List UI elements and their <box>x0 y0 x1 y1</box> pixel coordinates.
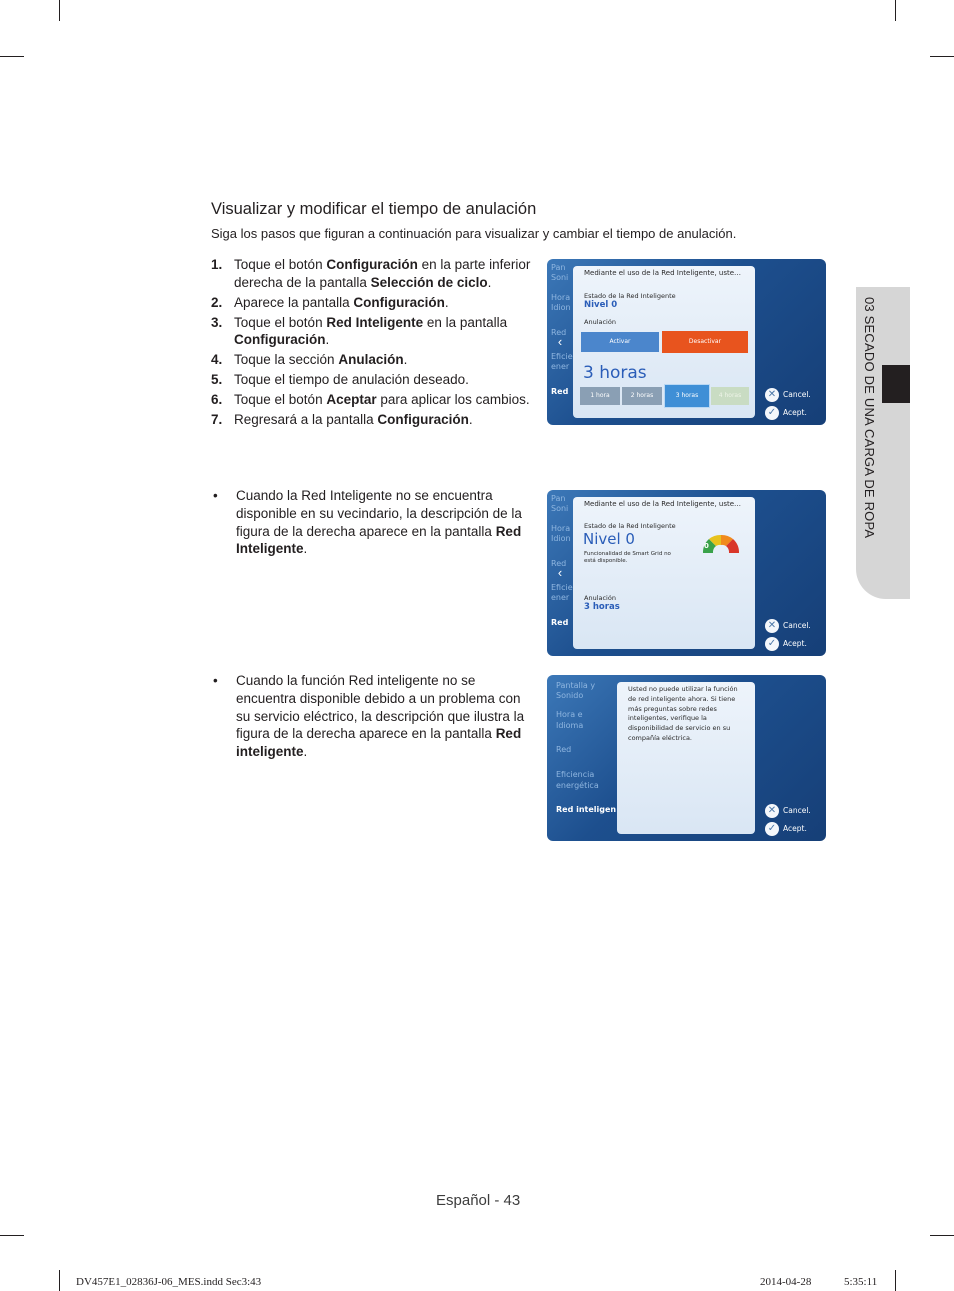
step-number: 2. <box>211 294 223 310</box>
menu-item: Soni <box>551 273 569 282</box>
popup-header: Mediante el uso de la Red Inteligente, uste… <box>584 269 742 277</box>
bullet-item <box>211 672 531 761</box>
step-text: Toque el botón <box>234 257 327 272</box>
menu-item: Idion <box>551 534 571 543</box>
menu-item: Pan <box>551 494 566 503</box>
activate-button[interactable]: Activar <box>581 332 659 352</box>
intro-text: Siga los pasos que figuran a continuación para visualizar y cambiar el tiempo de anulación. <box>211 226 737 241</box>
bullet-text: Cuando la Red Inteligente no se encuentra disponible en su vecindario, la descripción de la figura de la derecha aparece en la pantalla <box>236 488 522 539</box>
crop-mark <box>59 0 60 21</box>
check-icon[interactable]: ✓ <box>765 822 779 836</box>
screenshot-override-time <box>547 259 826 425</box>
accept-button[interactable]: Acept. <box>783 639 807 648</box>
step-text: Regresará a la pantalla <box>234 412 378 427</box>
settings-menu <box>556 675 626 841</box>
status-value: Nivel 0 <box>584 300 618 310</box>
step-text: en la pantalla <box>423 314 508 330</box>
crop-mark <box>930 1235 954 1236</box>
option-1-hour[interactable]: 1 hora <box>580 387 620 405</box>
chapter-tab-marker <box>882 365 910 403</box>
bullet-text: Cuando la función Red inteligente no se encuentra disponible debido a un problema con su servicio eléctrico, la descripción que ilustra la figura de la derecha aparece en la pantalla <box>236 673 525 742</box>
screenshot-grid-unavailable <box>547 490 826 656</box>
menu-item: Hora <box>551 293 571 302</box>
menu-item-active: Red <box>551 387 569 396</box>
accept-button[interactable]: Acept. <box>783 824 807 833</box>
step-number: 5. <box>211 372 223 387</box>
deactivate-button[interactable]: Desactivar <box>662 331 748 353</box>
popup-header: Mediante el uso de la Red Inteligente, uste… <box>584 500 742 508</box>
step-text: . <box>444 294 449 310</box>
step-number: 3. <box>211 314 223 330</box>
section-heading: Visualizar y modificar el tiempo de anulación <box>211 200 537 218</box>
menu-item: ener <box>551 362 570 371</box>
crop-mark <box>930 56 954 57</box>
step-bold: Configuración <box>326 257 418 272</box>
menu-item: Idion <box>551 303 571 312</box>
step-bold: Red Inteligente <box>326 314 424 330</box>
bullet-bold: Red Inteligente <box>236 523 522 557</box>
cancel-icon[interactable]: ✕ <box>765 804 779 818</box>
step-number: 1. <box>211 257 223 272</box>
step-text: Toque la sección <box>234 352 339 367</box>
menu-item: Hora e <box>556 710 583 719</box>
step-number: 7. <box>211 412 223 427</box>
back-arrow-icon: ‹ <box>557 334 563 349</box>
bullet-text: . <box>303 541 308 557</box>
step-item <box>211 294 536 312</box>
bullet-item <box>211 487 531 558</box>
cancel-button[interactable]: Cancel. <box>783 806 811 815</box>
cancel-button[interactable]: Cancel. <box>783 621 811 630</box>
step-item <box>211 314 536 349</box>
step-text: . <box>468 412 473 427</box>
slug-time: 5:35:11 <box>844 1276 878 1288</box>
accept-button[interactable]: Acept. <box>783 408 807 417</box>
gauge-icon <box>699 527 743 555</box>
step-bold: Configuración <box>353 294 445 310</box>
unavailable-note: Funcionalidad de Smart Grid no está disponible. <box>584 551 671 564</box>
step-item <box>211 371 536 389</box>
step-item <box>211 351 536 369</box>
step-text: Toque el tiempo de anulación deseado. <box>234 372 469 387</box>
slug-file: DV457E1_02836J-06_MES.indd Sec3:43 <box>76 1276 262 1288</box>
page-number: Español - 43 <box>436 1192 521 1209</box>
step-text: Toque el botón <box>234 392 327 407</box>
option-3-hours[interactable]: 3 horas <box>664 384 710 408</box>
unavailable-message: Usted no puede utilizar la función de red inteligente ahora. Si tiene más preguntas sobre redes inteligentes, verifique la disponibilidad de servicio en su compañía eléctrica. <box>628 685 738 742</box>
step-text: . <box>325 332 330 347</box>
crop-mark <box>0 56 24 57</box>
menu-item: Red <box>551 328 567 337</box>
menu-item: Eficie <box>551 583 573 592</box>
chapter-tab-label: 03 SECADO DE UNA CARGA DE ROPA <box>862 297 877 539</box>
menu-item: Eficiencia <box>556 770 595 779</box>
override-label: Anulación <box>584 594 616 602</box>
chapter-tab <box>856 287 910 599</box>
cancel-icon[interactable]: ✕ <box>765 388 779 402</box>
cancel-icon[interactable]: ✕ <box>765 619 779 633</box>
menu-item: energética <box>556 781 599 790</box>
bullet-bold: Red inteligente <box>236 726 522 760</box>
step-number: 6. <box>211 392 223 407</box>
step-bold: Anulación <box>338 352 404 367</box>
menu-item-active: Red inteligen <box>556 805 617 814</box>
menu-item: Eficie <box>551 352 573 361</box>
step-bold: Aceptar <box>326 392 377 407</box>
step-text: Aparece la pantalla <box>234 294 354 310</box>
step-bold: Configuración <box>234 332 326 347</box>
crop-mark <box>59 1270 60 1291</box>
crop-mark <box>895 0 896 21</box>
crop-mark <box>895 1270 896 1291</box>
status-value: Nivel 0 <box>583 530 635 548</box>
crop-mark <box>0 1235 24 1236</box>
gauge-value: 0 <box>704 542 709 550</box>
cancel-button[interactable]: Cancel. <box>783 390 811 399</box>
bullet-text: . <box>303 744 308 760</box>
steps-list <box>211 256 536 431</box>
menu-item: Idioma <box>556 721 584 730</box>
step-text: en la parte inferior derecha de la pantalla <box>234 257 531 290</box>
step-text: . <box>487 274 492 290</box>
check-icon[interactable]: ✓ <box>765 637 779 651</box>
step-item <box>211 256 536 291</box>
menu-item-active: Red <box>551 618 569 627</box>
slug-date: 2014-04-28 <box>760 1276 812 1288</box>
bullet-dot-icon: • <box>213 673 218 688</box>
step-bold: Selección de ciclo <box>370 274 488 290</box>
popup-panel <box>617 682 755 834</box>
status-label: Estado de la Red Inteligente <box>584 292 676 300</box>
bullet-dot-icon: • <box>213 488 218 503</box>
override-label: Anulación <box>584 318 616 326</box>
back-arrow-icon: ‹ <box>557 565 563 580</box>
option-2-hours[interactable]: 2 horas <box>622 387 662 405</box>
step-text: Toque el botón <box>234 314 327 330</box>
override-time-value: 3 horas <box>583 363 647 383</box>
menu-item: Red <box>551 559 567 568</box>
menu-item: Pan <box>551 263 566 272</box>
menu-item: Red <box>556 745 572 754</box>
step-item <box>211 411 536 429</box>
screenshot-service-problem <box>547 675 826 841</box>
popup-panel <box>573 497 755 649</box>
step-item <box>211 391 536 409</box>
step-text: para aplicar los cambios. <box>376 392 530 407</box>
step-bold: Configuración <box>377 412 469 427</box>
status-label: Estado de la Red Inteligente <box>584 522 676 530</box>
menu-item: Pantalla y <box>556 681 596 690</box>
option-4-hours[interactable]: 4 horas <box>711 387 749 405</box>
override-value: 3 horas <box>584 602 620 612</box>
menu-item: Soni <box>551 504 569 513</box>
step-text: . <box>403 352 408 367</box>
menu-item: Sonido <box>556 691 584 700</box>
menu-item: ener <box>551 593 570 602</box>
menu-item: Hora <box>551 524 571 533</box>
popup-panel <box>573 266 755 418</box>
step-number: 4. <box>211 352 223 367</box>
check-icon[interactable]: ✓ <box>765 406 779 420</box>
